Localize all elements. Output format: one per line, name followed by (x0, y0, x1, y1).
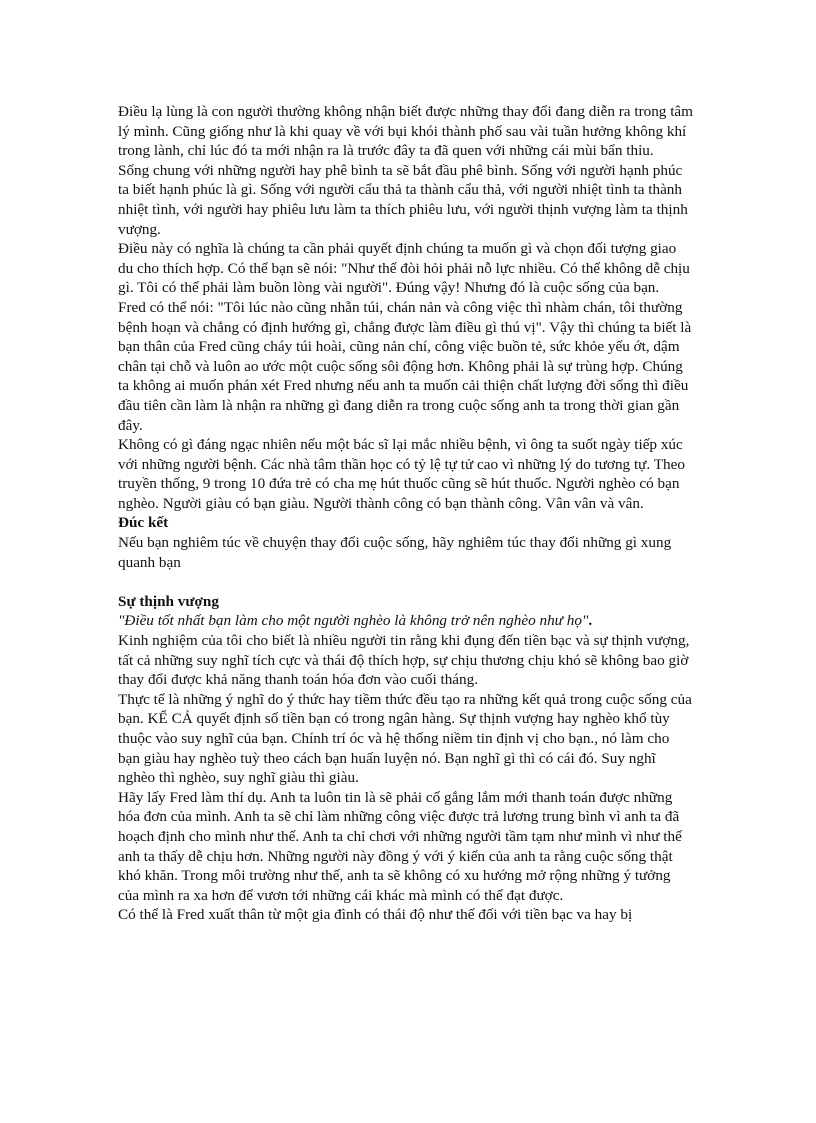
quote-text: "Điều tốt nhất bạn làm cho một người nghèo là không trở nên nghèo như họ" (118, 612, 589, 630)
conclusion-heading: Đúc kết (118, 514, 169, 532)
prosperity-heading: Sự thịnh vượng (118, 592, 219, 610)
quote-end: . (588, 612, 593, 630)
paragraph-8: Hãy lấy Fred làm thí dụ. Anh ta luôn tin là sẽ phải cố gắng lắm mới thanh toán được những hóa đơn của mình. Anh ta sẽ chỉ làm những công việc được trả lương trung bình vì anh ta đã hoạch định cho mình như thế. Anh ta chỉ chơi với những người tầm tạm như mình vì như thế anh ta thấy dễ chịu hơn. Những người này đồng ý với ý kiến của anh ta rằng cuộc sống thật khó khăn. Trong môi trường như thế, anh ta sẽ không có xu hướng mở rộng những ý tưởng của mình ra xa hơn để vươn tới những cái khác mà mình có thể đạt được. (118, 788, 682, 904)
section-spacer (118, 572, 694, 592)
paragraph-9: Có thể là Fred xuất thân từ một gia đình có thái độ như thế đối với tiền bạc va hay bị (118, 906, 633, 924)
paragraph-2: Sống chung với những người hay phê bình ta sẽ bắt đầu phê bình. Sống với người hạnh phúc ta biết hạnh phúc là gì. Sống với người cẩu thả ta thành cẩu thả, với người nhiệt tình ta thành nhiệt tình, với người hay phiêu lưu làm ta thích phiêu lưu, với người thịnh vượng làm ta thịnh vượng. (118, 161, 688, 238)
paragraph-4: Fred có thể nói: "Tôi lúc nào cũng nhẵn túi, chán nản và công việc thì nhàm chán, tôi thường bệnh hoạn và chẳng có định hướng gì, chẳng được làm điều gì thú vị". Vậy thì chúng ta biết là bạn thân của Fred cũng cháy túi hoài, cũng nản chí, công việc buồn tẻ, sức khỏe yếu ớt, dậm chân tại chỗ và luôn ao ước một cuộc sống sôi động hơn. Không phải là sự trùng hợp. Chúng ta không ai muốn phán xét Fred nhưng nếu anh ta muốn cải thiện chất lượng đời sống thì điều đầu tiên cần làm là nhận ra những gì đang diễn ra trong cuộc sống anh ta trong thời gian gần đây. (118, 298, 692, 434)
prosperity-quote (118, 611, 694, 631)
paragraph-7: Thực tế là những ý nghĩ do ý thức hay tiềm thức đều tạo ra những kết quả trong cuộc sống của bạn. KỂ CẢ quyết định số tiền bạn có trong ngân hàng. Sự thịnh vượng hay nghèo khổ tùy thuộc vào suy nghĩ của bạn. Chính trí óc và hệ thống niềm tin định vị cho bạn., nó làm cho bạn giàu hay nghèo tuỳ theo cách bạn huấn luyện nó. Bạn nghĩ gì thì có cái đó. Suy nghĩ nghèo thì nghèo, suy nghĩ giàu thì giàu. (118, 690, 692, 787)
paragraph-6: Kinh nghiệm của tôi cho biết là nhiều người tin rằng khi đụng đến tiền bạc và sự thịnh vượng, tất cả những suy nghĩ tích cực và thái độ thích hợp, sự chịu thương chịu khó sẽ không bao giờ thay đổi được khả năng thanh toán hóa đơn vào cuối tháng. (118, 632, 690, 689)
paragraph-1: Điều lạ lùng là con người thường không nhận biết được những thay đổi đang diễn ra trong tâm lý mình. Cũng giống như là khi quay về với bụi khói thành phố sau vài tuần hưởng không khí trong lành, chỉ lúc đó ta mới nhận ra là trước đây ta đã quen với những cái mùi bẩn thỉu. (118, 103, 693, 160)
conclusion-text: Nếu bạn nghiêm túc về chuyện thay đổi cuộc sống, hãy nghiêm túc thay đổi những gì xung quanh bạn (118, 534, 672, 571)
paragraph-3: Điều này có nghĩa là chúng ta cần phải quyết định chúng ta muốn gì và chọn đối tượng giao du cho thích hợp. Có thể bạn sẽ nói: "Như thế đòi hỏi phải nỗ lực nhiều. Có thể không dễ chịu gì. Tôi có thể phải làm buồn lòng vài người". Đúng vậy! Nhưng đó là cuộc sống của bạn. (118, 240, 690, 297)
paragraph-5: Không có gì đáng ngạc nhiên nếu một bác sĩ lại mắc nhiều bệnh, vì ông ta suốt ngày tiếp xúc với những người bệnh. Các nhà tâm thần học có tỷ lệ tự tử cao vì những lý do tương tự. Theo truyền thống, 9 trong 10 đứa trẻ có cha mẹ hút thuốc cũng sẽ hút thuốc. Người nghèo có bạn nghèo. Người giàu có bạn giàu. Người thành công có bạn thành công. Vân vân và vân. (118, 436, 685, 512)
document-page (118, 102, 694, 925)
